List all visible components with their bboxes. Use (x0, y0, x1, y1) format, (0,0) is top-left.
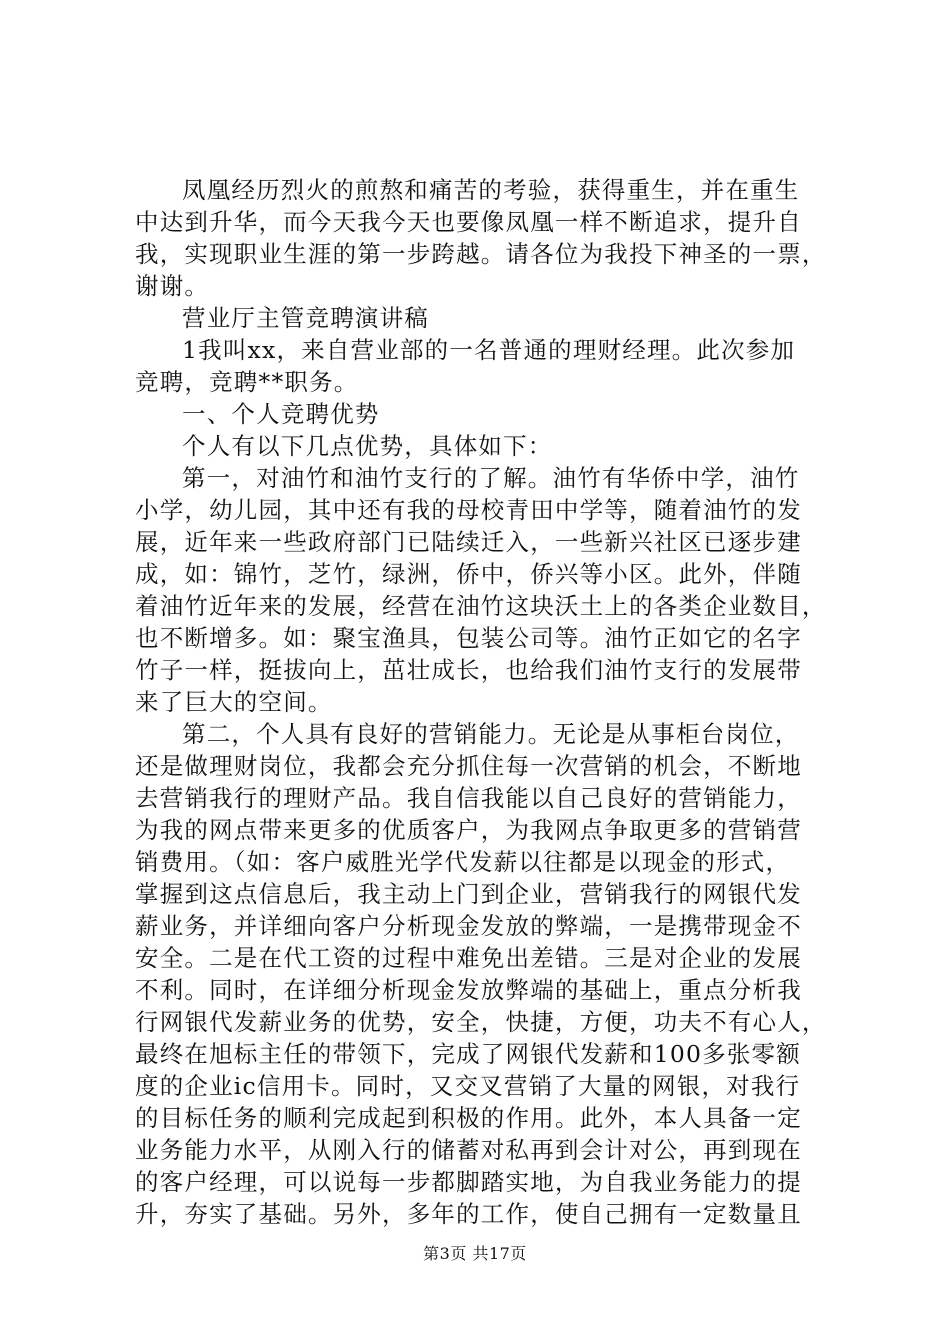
text-line: 业务能力水平，从刚入行的储蓄对私再到会计对公，再到现在 (135, 1136, 802, 1164)
text-line: 我，实现职业生涯的第一步跨越。请各位为我投下神圣的一票， (135, 240, 827, 268)
text-line: 1我叫xx，来自营业部的一名普通的理财经理。此次参加 (182, 336, 796, 364)
text-line: 展，近年来一些政府部门已陆续迁入，一些新兴社区已逐步建 (135, 528, 802, 556)
text-line: 第二，个人具有良好的营销能力。无论是从事柜台岗位， (182, 720, 800, 748)
text-line: 一、个人竞聘优势 (182, 400, 380, 428)
text-line: 第一，对油竹和油竹支行的了解。油竹有华侨中学，油竹 (182, 464, 800, 492)
text-line: 的目标任务的顺利完成起到积极的作用。此外，本人具备一定 (135, 1104, 802, 1132)
text-line: 掌握到这点信息后，我主动上门到企业，营销我行的网银代发 (135, 880, 802, 908)
text-line: 安全。二是在代工资的过程中难免出差错。三是对企业的发展 (135, 944, 802, 972)
text-line: 销费用。（如：客户威胜光学代发薪以往都是以现金的形式， (135, 848, 791, 876)
text-line: 凤凰经历烈火的煎熬和痛苦的考验，获得重生，并在重生 (182, 176, 800, 204)
text-line: 最终在旭标主任的带领下，完成了网银代发薪和100多张零额 (135, 1040, 801, 1068)
text-line: 去营销我行的理财产品。我自信我能以自己良好的营销能力， (135, 784, 802, 812)
text-line: 还是做理财岗位，我都会充分抓住每一次营销的机会，不断地 (135, 752, 802, 780)
text-line: 升，夯实了基础。另外，多年的工作，使自己拥有一定数量且 (135, 1200, 802, 1228)
text-line: 小学，幼儿园，其中还有我的母校青田中学等，随着油竹的发 (135, 496, 802, 524)
text-line: 为我的网点带来更多的优质客户，为我网点争取更多的营销营 (135, 816, 802, 844)
text-line: 营业厅主管竞聘演讲稿 (182, 304, 429, 332)
text-line: 成，如：锦竹，芝竹，绿洲，侨中，侨兴等小区。此外，伴随 (135, 560, 802, 588)
text-line: 谢谢。 (135, 272, 210, 300)
text-line: 薪业务，并详细向客户分析现金发放的弊端，一是携带现金不 (135, 912, 802, 940)
text-line: 个人有以下几点优势，具体如下： (182, 432, 553, 460)
text-line: 来了巨大的空间。 (135, 688, 333, 716)
text-line: 也不断增多。如：聚宝渔具，包装公司等。油竹正如它的名字 (135, 624, 802, 652)
text-line: 不利。同时，在详细分析现金发放弊端的基础上，重点分析我 (135, 976, 802, 1004)
page-number-footer: 第3页 共17页 (423, 1244, 527, 1263)
text-line: 行网银代发薪业务的优势，安全，快捷，方便，功夫不有心人， (135, 1008, 827, 1036)
text-line: 的客户经理，可以说每一步都脚踏实地，为自我业务能力的提 (135, 1168, 802, 1196)
document-body (135, 174, 835, 1230)
text-line: 度的企业ic信用卡。同时，又交叉营销了大量的网银，对我行 (135, 1072, 801, 1100)
text-line: 着油竹近年来的发展，经营在油竹这块沃土上的各类企业数目， (135, 592, 827, 620)
text-line: 竞聘，竞聘**职务。 (135, 368, 359, 396)
text-line: 竹子一样，挺拔向上，茁壮成长，也给我们油竹支行的发展带 (135, 656, 802, 684)
text-line: 中达到升华，而今天我今天也要像凤凰一样不断追求，提升自 (135, 208, 802, 236)
